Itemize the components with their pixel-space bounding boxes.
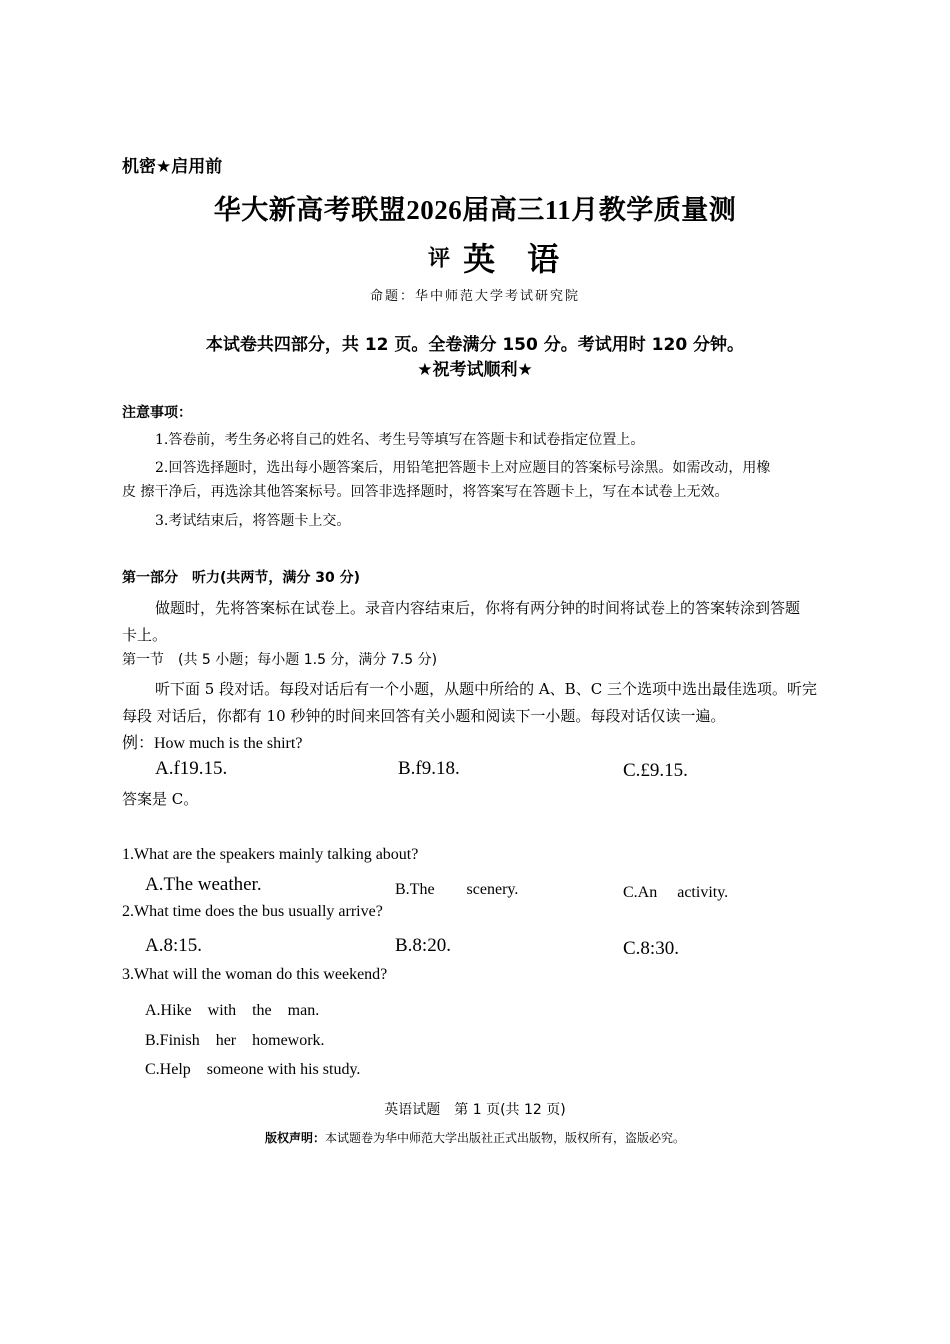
confidential-label: 机密★启用前 [122, 157, 223, 177]
example-option-b: B.f9.18. [398, 758, 460, 779]
section1-heading: 第一节 (共 5 小题；每小题 1.5 分，满分 7.5 分) [122, 652, 438, 668]
example-option-c: C.£9.15. [623, 760, 688, 781]
question-1-text: 1.What are the speakers mainly talking about? [122, 846, 419, 863]
notes-item-2-line-2: 皮 擦干净后，再选涂其他答案标号。回答非选择题时，将答案写在答题卡上，写在本试卷上无效。 [122, 484, 729, 500]
question-2-text: 2.What time does the bus usually arrive? [122, 903, 383, 920]
title-line2 [428, 234, 559, 280]
notes-heading: 注意事项： [122, 405, 192, 421]
question-1-option-b: B.The scenery. [395, 881, 519, 898]
author-line: 命题：华中师范大学考试研究院 [369, 289, 580, 304]
notes-item-1: 1.答卷前，考生务必将自己的姓名、考生号等填写在答题卡和试卷指定位置上。 [155, 432, 645, 448]
question-3-option-b: B.Finish her homework. [145, 1032, 325, 1049]
copyright-text: 本试题卷为华中师范大学出版社正式出版物，版权所有，盗版必究。 [325, 1131, 686, 1145]
good-luck-line: ★祝考试顺利★ [417, 360, 533, 380]
section1-instruction-line-1: 听下面 5 段对话。每段对话后有一个小题，从题中所给的 A、B、C 三个选项中选出最佳选项。听完 [155, 680, 817, 698]
question-1-option-c: C.An activity. [623, 884, 729, 901]
section1-instruction-line-2: 每段 对话后，你都有 10 秒钟的时间来回答有关小题和阅读下一小题。每段对话仅读一遍。 [122, 707, 726, 725]
exam-summary: 本试卷共四部分，共 12 页。全卷满分 150 分。考试用时 120 分钟。 [205, 335, 745, 355]
question-3-option-c: C.Help someone with his study. [145, 1061, 361, 1078]
copyright-label: 版权声明： [264, 1131, 325, 1145]
example-answer: 答案是 C。 [122, 790, 199, 808]
exam-title: 华大新高考联盟2026届高三11月教学质量测 [213, 195, 737, 225]
example-question: 例：How much is the shirt? [122, 735, 303, 752]
subject-title: 英 语 [463, 240, 560, 278]
question-2-option-a: A.8:15. [145, 935, 202, 956]
notes-item-2-line-1: 2.回答选择题时，选出每小题答案后，用铅笔把答题卡上对应题目的答案标号涂黑。如需改动，用橡 [155, 460, 771, 476]
part1-heading: 第一部分 听力(共两节，满分 30 分) [122, 570, 361, 586]
example-option-a: A.f19.15. [155, 758, 228, 779]
question-2-option-c: C.8:30. [623, 938, 679, 959]
question-2-option-b: B.8:20. [395, 935, 451, 956]
question-3-text: 3.What will the woman do this weekend? [122, 966, 388, 983]
question-3-option-a: A.Hike with the man. [145, 1002, 320, 1019]
part1-instruction-line-1: 做题时，先将答案标在试卷上。录音内容结束后，你将有两分钟的时间将试卷上的答案转涂到答题 [155, 599, 801, 617]
notes-item-3: 3.考试结束后，将答题卡上交。 [155, 513, 351, 529]
part1-instruction-line-2: 卡上。 [122, 626, 168, 644]
question-1-option-a: A.The weather. [145, 874, 262, 895]
title-line2-prefix: 评 [428, 245, 451, 272]
copyright-notice [0, 1129, 950, 1146]
page-footer: 英语试题 第 1 页(共 12 页) [384, 1102, 566, 1118]
